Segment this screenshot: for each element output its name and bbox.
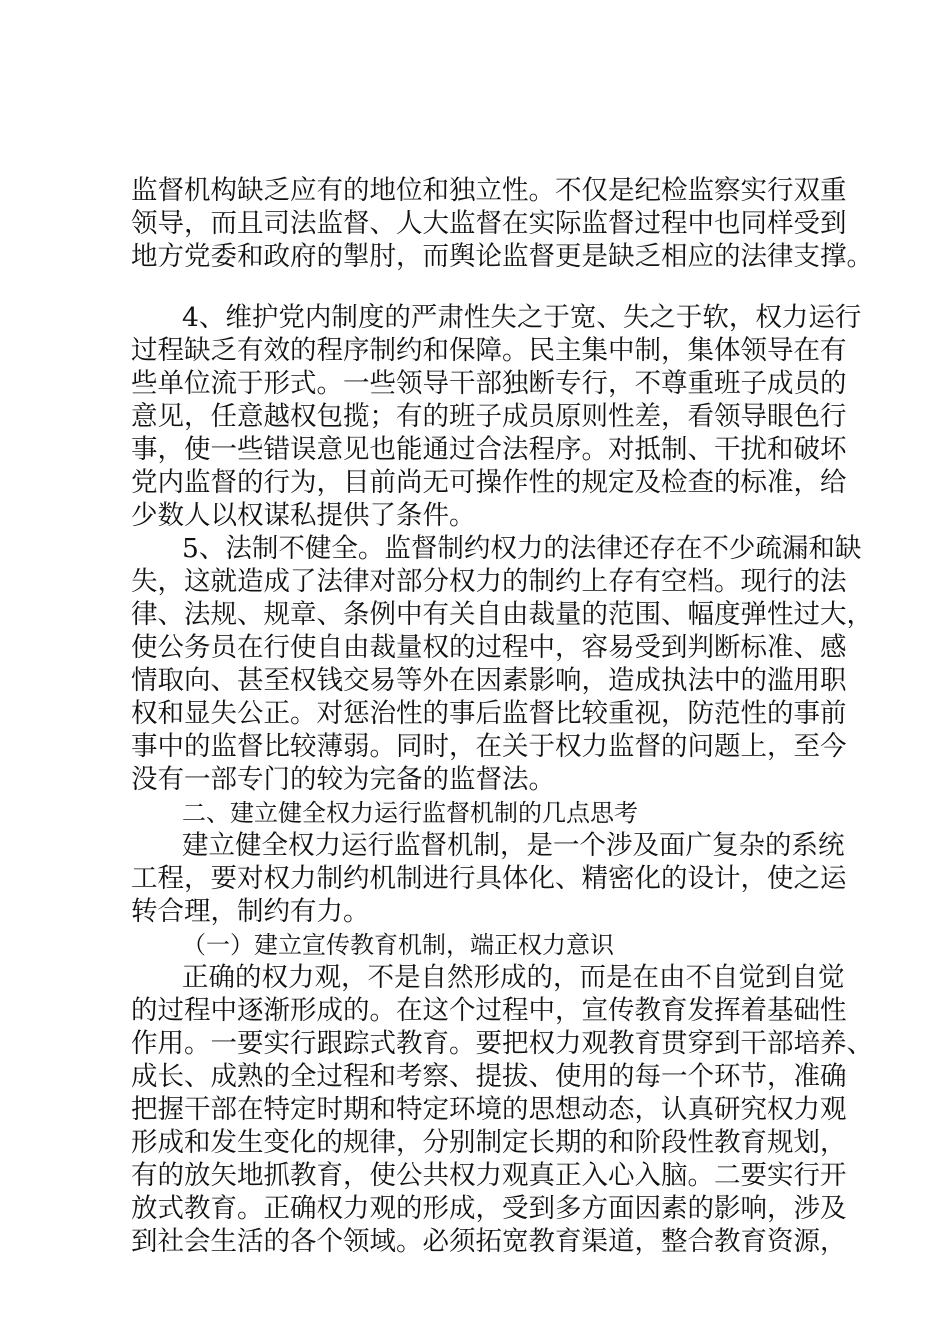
text-line: 形成和发生变化的规律，分别制定长期的和阶段性教育规划， bbox=[131, 1127, 847, 1158]
text-line: 把握干部在特定时期和特定环境的思想动态，认真研究权力观 bbox=[131, 1094, 847, 1125]
text-line: 转合理，制约有力。 bbox=[131, 896, 370, 927]
text-line: 的过程中逐渐形成的。在这个过程中，宣传教育发挥着基础性 bbox=[131, 995, 847, 1026]
subsection-heading: （一）建立宣传教育机制，端正权力意识 bbox=[182, 931, 614, 959]
text-line: 成长、成熟的全过程和考察、提拔、使用的每一个环节，准确 bbox=[131, 1061, 847, 1092]
text-line: 情取向、甚至权钱交易等外在因素影响，造成执法中的滥用职 bbox=[131, 665, 847, 696]
text-line: 有的放矢地抓教育，使公共权力观真正入心入脑。二要实行开 bbox=[131, 1160, 847, 1191]
text-line: 监督机构缺乏应有的地位和独立性。不仅是纪检监察实行双重 bbox=[131, 175, 847, 206]
text-line: 意见，任意越权包揽；有的班子成员原则性差，看领导眼色行 bbox=[131, 401, 847, 432]
text-line: 失，这就造成了法律对部分权力的制约上存有空档。现行的法 bbox=[131, 566, 847, 597]
text-line: 领导，而且司法监督、人大监督在实际监督过程中也同样受到 bbox=[131, 208, 847, 239]
text-line: 地方党委和政府的掣肘，而舆论监督更是缺乏相应的法律支撑。 bbox=[131, 241, 873, 272]
text-line: 作用。一要实行跟踪式教育。要把权力观教育贯穿到干部培养、 bbox=[131, 1028, 873, 1059]
text-line: 没有一部专门的较为完备的监督法。 bbox=[131, 764, 555, 795]
text-line: 些单位流于形式。一些领导干部独断专行，不尊重班子成员的 bbox=[131, 368, 847, 399]
text-line: 建立健全权力运行监督机制，是一个涉及面广复杂的系统 bbox=[182, 830, 845, 861]
section-heading: 二、建立健全权力运行监督机制的几点思考 bbox=[182, 799, 638, 827]
text-line: 正确的权力观，不是自然形成的，而是在由不自觉到自觉 bbox=[182, 962, 845, 993]
text-line: 放式教育。正确权力观的形成，受到多方面因素的影响，涉及 bbox=[131, 1193, 847, 1224]
text-line: 事中的监督比较薄弱。同时，在关于权力监督的问题上，至今 bbox=[131, 731, 847, 762]
text-line: 4、维护党内制度的严肃性失之于宽、失之于软，权力运行 bbox=[182, 302, 862, 333]
text-line: 过程缺乏有效的程序制约和保障。民主集中制，集体领导在有 bbox=[131, 335, 847, 366]
text-line: 律、法规、规章、条例中有关自由裁量的范围、幅度弹性过大， bbox=[131, 599, 873, 630]
text-line: 党内监督的行为，目前尚无可操作性的规定及检查的标准，给 bbox=[131, 467, 847, 498]
text-line: 5、法制不健全。监督制约权力的法律还存在不少疏漏和缺 bbox=[182, 533, 862, 564]
text-line: 到社会生活的各个领域。必须拓宽教育渠道，整合教育资源， bbox=[131, 1226, 847, 1257]
text-line: 权和显失公正。对惩治性的事后监督比较重视，防范性的事前 bbox=[131, 698, 847, 729]
text-line: 少数人以权谋私提供了条件。 bbox=[131, 500, 476, 531]
text-line: 使公务员在行使自由裁量权的过程中，容易受到判断标准、感 bbox=[131, 632, 847, 663]
text-line: 事，使一些错误意见也能通过合法程序。对抵制、干扰和破坏 bbox=[131, 434, 847, 465]
text-line: 工程，要对权力制约机制进行具体化、精密化的设计，使之运 bbox=[131, 863, 847, 894]
